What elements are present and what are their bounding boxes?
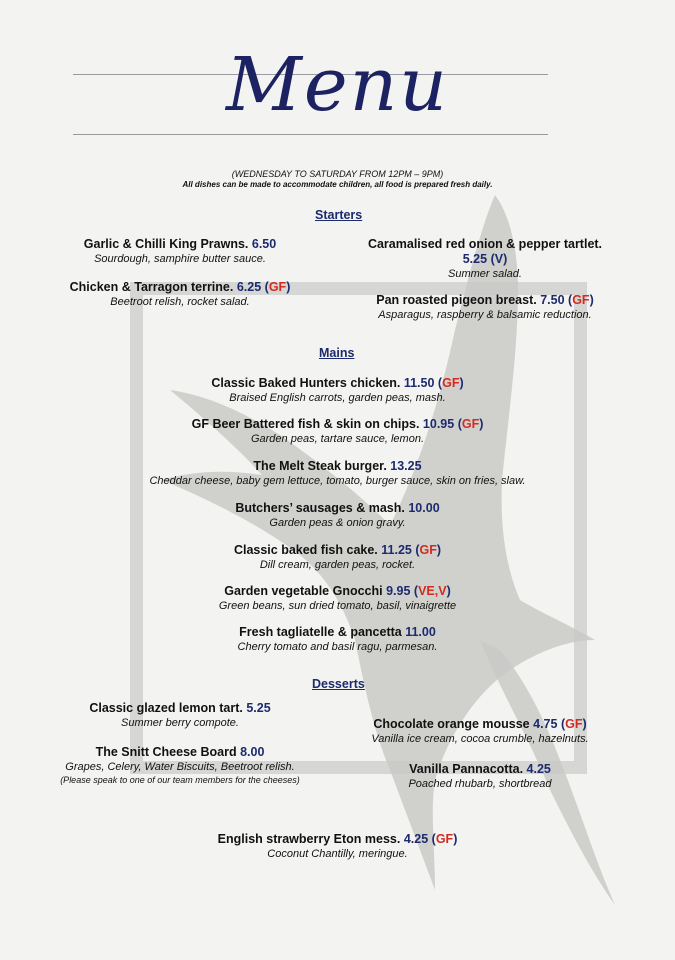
page-title: Menu [226, 42, 449, 128]
menu-item: Vanilla Pannacotta. 4.25 Poached rhubarb, shortbread [408, 762, 552, 790]
section-starters: Starters [315, 208, 363, 222]
menu-note: All dishes can be made to accommodate children, all food is prepared fresh daily. [182, 180, 493, 189]
menu-item: Classic Baked Hunters chicken. 11.50 (GF) Braised English carrots, garden peas, mash. [211, 376, 464, 404]
menu-item: Fresh tagliatelle & pancetta 11.00 Cherry tomato and basil ragu, parmesan. [237, 625, 438, 653]
menu-item: Butchers’ sausages & mash. 10.00 Garden peas & onion gravy. [235, 501, 440, 529]
menu-item: Pan roasted pigeon breast. 7.50 (GF) Asparagus, raspberry & balsamic reduction. [376, 293, 594, 321]
section-desserts: Desserts [312, 677, 365, 691]
menu-item: The Snitt Cheese Board 8.00 Grapes, Celery, Water Biscuits, Beetroot relish. (Please speak to one of our team members for the cheeses) [60, 745, 300, 785]
menu-item: Classic baked fish cake. 11.25 (GF) Dill cream, garden peas, rocket. [233, 543, 442, 571]
menu-item: English strawberry Eton mess. 4.25 (GF) Coconut Chantilly, meringue. [217, 832, 458, 860]
menu-item: Chocolate orange mousse 4.75 (GF) Vanilla ice cream, cocoa crumble, hazelnuts. [371, 717, 589, 745]
menu-item: Chicken & Tarragon terrine. 6.25 (GF) Beetroot relish, rocket salad. [69, 280, 291, 308]
bottom-rule [73, 134, 548, 135]
section-mains: Mains [319, 346, 355, 360]
menu-item: Caramalised red onion & pepper tartlet. 5.25 (V) Summer salad. [367, 237, 603, 280]
menu-item: Garlic & Chilli King Prawns. 6.50 Sourdough, samphire butter sauce. [83, 237, 277, 265]
opening-hours: (WEDNESDAY TO SATURDAY FROM 12PM – 9PM) [231, 169, 444, 179]
menu-item: Garden vegetable Gnocchi 9.95 (VE,V) Green beans, sun dried tomato, basil, vinaigrette [218, 584, 457, 612]
menu-item: Classic glazed lemon tart. 5.25 Summer berry compote. [89, 701, 271, 729]
menu-item: GF Beer Battered fish & skin on chips. 10.95 (GF) Garden peas, tartare sauce, lemon. [191, 417, 484, 445]
menu-item: The Melt Steak burger. 13.25 Cheddar cheese, baby gem lettuce, tomato, burger sauce, skin on fries, slaw. [149, 459, 526, 487]
